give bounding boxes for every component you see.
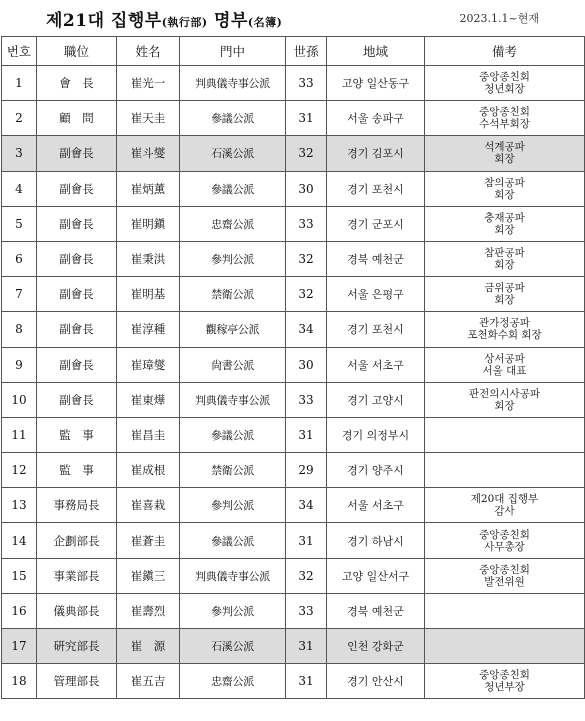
row-position: 監 事 bbox=[37, 417, 117, 452]
table-row bbox=[2, 593, 585, 628]
row-position: 副會長 bbox=[37, 277, 117, 312]
row-clan-branch: 判典儀寺事公派 bbox=[180, 558, 286, 593]
row-number: 5 bbox=[2, 206, 37, 241]
row-position: 副會長 bbox=[37, 171, 117, 206]
row-clan-branch: 禁衛公派 bbox=[180, 277, 286, 312]
remark-line: 중앙종친회 bbox=[479, 71, 530, 84]
row-name: 崔天圭 bbox=[117, 101, 180, 136]
row-region: 경기 양주시 bbox=[327, 453, 425, 488]
row-clan-branch: 判典儀寺事公派 bbox=[180, 66, 286, 101]
row-position: 儀典部長 bbox=[37, 593, 117, 628]
table-header-row bbox=[2, 37, 585, 66]
row-remarks bbox=[425, 312, 585, 347]
row-clan-branch: 忠齋公派 bbox=[180, 664, 286, 699]
row-clan-branch: 參議公派 bbox=[180, 523, 286, 558]
row-number: 7 bbox=[2, 277, 37, 312]
row-number: 10 bbox=[2, 382, 37, 417]
row-clan-branch: 石溪公派 bbox=[180, 629, 286, 664]
row-region: 서울 은평구 bbox=[327, 277, 425, 312]
row-number: 1 bbox=[2, 66, 37, 101]
row-remarks bbox=[425, 523, 585, 558]
roster-table bbox=[1, 36, 585, 699]
row-position: 副會長 bbox=[37, 241, 117, 276]
row-name: 崔明基 bbox=[117, 277, 180, 312]
row-generation: 31 bbox=[286, 629, 327, 664]
row-remarks bbox=[425, 417, 585, 452]
remark-line: 판전의시사공파 bbox=[468, 387, 540, 400]
row-name: 崔炳薰 bbox=[117, 171, 180, 206]
row-generation: 33 bbox=[286, 66, 327, 101]
row-remarks bbox=[425, 593, 585, 628]
row-name: 崔蒼圭 bbox=[117, 523, 180, 558]
row-region: 경기 포천시 bbox=[327, 312, 425, 347]
row-position: 企劃部長 bbox=[37, 523, 117, 558]
title-main: 제21대 집행부 bbox=[46, 11, 162, 31]
table-row bbox=[2, 241, 585, 276]
table-row bbox=[2, 136, 585, 171]
row-region: 경기 의정부시 bbox=[327, 417, 425, 452]
row-region: 경북 예천군 bbox=[327, 241, 425, 276]
row-position: 副會長 bbox=[37, 206, 117, 241]
table-row bbox=[2, 629, 585, 664]
table-row bbox=[2, 382, 585, 417]
remark-line: 참의공파 bbox=[484, 176, 525, 189]
row-name: 崔 源 bbox=[117, 629, 180, 664]
row-region: 경기 포천시 bbox=[327, 171, 425, 206]
row-generation: 30 bbox=[286, 347, 327, 382]
row-name: 崔秉洪 bbox=[117, 241, 180, 276]
remark-line: 중앙종친회 bbox=[479, 106, 530, 119]
table-row bbox=[2, 453, 585, 488]
row-remarks bbox=[425, 488, 585, 523]
row-number: 14 bbox=[2, 523, 37, 558]
row-region: 서울 서초구 bbox=[327, 347, 425, 382]
row-remarks bbox=[425, 277, 585, 312]
row-generation: 33 bbox=[286, 206, 327, 241]
row-clan-branch: 參判公派 bbox=[180, 593, 286, 628]
page-title bbox=[46, 6, 282, 31]
row-generation: 34 bbox=[286, 312, 327, 347]
row-number: 12 bbox=[2, 453, 37, 488]
row-region: 서울 서초구 bbox=[327, 488, 425, 523]
row-name: 崔光一 bbox=[117, 66, 180, 101]
table-row bbox=[2, 347, 585, 382]
row-generation: 30 bbox=[286, 171, 327, 206]
remark-line: 회장 bbox=[494, 188, 515, 201]
row-name: 崔五吉 bbox=[117, 664, 180, 699]
row-position: 監 事 bbox=[37, 453, 117, 488]
remark-line: 중앙종친회 bbox=[479, 669, 530, 682]
row-region: 서울 송파구 bbox=[327, 101, 425, 136]
row-number: 18 bbox=[2, 664, 37, 699]
row-remarks bbox=[425, 629, 585, 664]
table-row bbox=[2, 488, 585, 523]
remark-line: 서울 대표 bbox=[482, 364, 527, 377]
title-mid: 명부 bbox=[207, 11, 248, 31]
remark-line: 회장 bbox=[494, 399, 515, 412]
col-header-clan-branch: 門中 bbox=[180, 37, 286, 66]
remark-line: 회장 bbox=[494, 294, 515, 307]
row-generation: 32 bbox=[286, 558, 327, 593]
remark-line: 석계공파 bbox=[484, 141, 525, 154]
col-header-position: 職位 bbox=[37, 37, 117, 66]
remark-line: 발전위원 bbox=[484, 575, 525, 588]
date-range: 2023.1.1~현재 bbox=[459, 12, 539, 25]
row-generation: 29 bbox=[286, 453, 327, 488]
row-number: 8 bbox=[2, 312, 37, 347]
row-clan-branch: 參判公派 bbox=[180, 241, 286, 276]
row-name: 崔東燁 bbox=[117, 382, 180, 417]
row-clan-branch: 禁衛公派 bbox=[180, 453, 286, 488]
col-header-name: 姓名 bbox=[117, 37, 180, 66]
row-position: 事務局長 bbox=[37, 488, 117, 523]
row-position: 副會長 bbox=[37, 382, 117, 417]
row-position: 事業部長 bbox=[37, 558, 117, 593]
row-name: 崔昌圭 bbox=[117, 417, 180, 452]
row-region: 경기 고양시 bbox=[327, 382, 425, 417]
row-name: 崔鎭三 bbox=[117, 558, 180, 593]
row-remarks bbox=[425, 347, 585, 382]
row-number: 15 bbox=[2, 558, 37, 593]
remark-line: 포천화수회 회장 bbox=[467, 329, 542, 342]
row-region: 고양 일산동구 bbox=[327, 66, 425, 101]
row-remarks bbox=[425, 206, 585, 241]
row-region: 인천 강화군 bbox=[327, 629, 425, 664]
page-header bbox=[0, 0, 585, 36]
row-clan-branch: 參議公派 bbox=[180, 171, 286, 206]
row-remarks bbox=[425, 66, 585, 101]
col-header-number: 번호 bbox=[2, 37, 37, 66]
title-hanja-2: (名簿) bbox=[247, 16, 283, 29]
row-clan-branch: 觀稼亭公派 bbox=[180, 312, 286, 347]
row-remarks bbox=[425, 241, 585, 276]
row-position: 副會長 bbox=[37, 347, 117, 382]
row-name: 崔淳種 bbox=[117, 312, 180, 347]
row-remarks bbox=[425, 558, 585, 593]
col-header-generation: 世孫 bbox=[286, 37, 327, 66]
row-clan-branch: 忠齋公派 bbox=[180, 206, 286, 241]
row-number: 11 bbox=[2, 417, 37, 452]
row-remarks bbox=[425, 136, 585, 171]
row-name: 崔明鎭 bbox=[117, 206, 180, 241]
row-number: 13 bbox=[2, 488, 37, 523]
remark-line: 참판공파 bbox=[484, 247, 525, 260]
row-remarks bbox=[425, 453, 585, 488]
row-number: 4 bbox=[2, 171, 37, 206]
row-region: 경북 예천군 bbox=[327, 593, 425, 628]
row-position: 副會長 bbox=[37, 312, 117, 347]
row-name: 崔斗燮 bbox=[117, 136, 180, 171]
row-region: 경기 김포시 bbox=[327, 136, 425, 171]
row-name: 崔璋燮 bbox=[117, 347, 180, 382]
row-clan-branch: 參議公派 bbox=[180, 417, 286, 452]
remark-line: 수석부회장 bbox=[479, 118, 530, 131]
row-remarks bbox=[425, 382, 585, 417]
row-position: 硏究部長 bbox=[37, 629, 117, 664]
remark-line: 청년부장 bbox=[484, 681, 525, 694]
remark-line: 회장 bbox=[494, 259, 515, 272]
row-generation: 33 bbox=[286, 593, 327, 628]
table-row bbox=[2, 523, 585, 558]
remark-line: 관가정공파 bbox=[479, 317, 530, 330]
table-row bbox=[2, 66, 585, 101]
row-generation: 31 bbox=[286, 417, 327, 452]
remark-line: 사무총장 bbox=[484, 540, 525, 553]
row-number: 9 bbox=[2, 347, 37, 382]
table-row bbox=[2, 277, 585, 312]
row-generation: 31 bbox=[286, 523, 327, 558]
row-position: 管理部長 bbox=[37, 664, 117, 699]
row-clan-branch: 尙書公派 bbox=[180, 347, 286, 382]
remark-line: 금위공파 bbox=[484, 282, 525, 295]
row-region: 경기 하남시 bbox=[327, 523, 425, 558]
col-header-region: 地域 bbox=[327, 37, 425, 66]
row-clan-branch: 參判公派 bbox=[180, 488, 286, 523]
row-clan-branch: 參議公派 bbox=[180, 101, 286, 136]
row-remarks bbox=[425, 664, 585, 699]
row-remarks bbox=[425, 101, 585, 136]
remark-line: 충재공파 bbox=[484, 211, 525, 224]
table-row bbox=[2, 664, 585, 699]
row-generation: 32 bbox=[286, 136, 327, 171]
row-generation: 31 bbox=[286, 101, 327, 136]
row-region: 경기 안산시 bbox=[327, 664, 425, 699]
table-row bbox=[2, 206, 585, 241]
table-row bbox=[2, 312, 585, 347]
row-name: 崔壽烈 bbox=[117, 593, 180, 628]
row-number: 16 bbox=[2, 593, 37, 628]
remark-line: 감사 bbox=[494, 505, 515, 518]
row-position: 顧 問 bbox=[37, 101, 117, 136]
table-row bbox=[2, 101, 585, 136]
table-row bbox=[2, 558, 585, 593]
row-remarks bbox=[425, 171, 585, 206]
row-number: 17 bbox=[2, 629, 37, 664]
remark-line: 중앙종친회 bbox=[479, 528, 530, 541]
row-position: 會 長 bbox=[37, 66, 117, 101]
row-number: 3 bbox=[2, 136, 37, 171]
col-header-remarks: 備考 bbox=[425, 37, 585, 66]
table-row bbox=[2, 171, 585, 206]
remark-line: 상서공파 bbox=[484, 352, 525, 365]
remark-line: 중앙종친회 bbox=[479, 563, 530, 576]
title-hanja-1: (執行部) bbox=[161, 16, 208, 29]
row-region: 고양 일산서구 bbox=[327, 558, 425, 593]
remark-line: 청년회장 bbox=[484, 83, 525, 96]
row-generation: 32 bbox=[286, 241, 327, 276]
table-row bbox=[2, 417, 585, 452]
row-number: 2 bbox=[2, 101, 37, 136]
row-clan-branch: 判典儀寺事公派 bbox=[180, 382, 286, 417]
remark-line: 제20대 집행부 bbox=[470, 493, 539, 506]
remark-line: 회장 bbox=[494, 153, 515, 166]
row-name: 崔喜栽 bbox=[117, 488, 180, 523]
row-region: 경기 군포시 bbox=[327, 206, 425, 241]
row-number: 6 bbox=[2, 241, 37, 276]
row-generation: 31 bbox=[286, 664, 327, 699]
row-generation: 34 bbox=[286, 488, 327, 523]
row-position: 副會長 bbox=[37, 136, 117, 171]
row-name: 崔成根 bbox=[117, 453, 180, 488]
row-generation: 32 bbox=[286, 277, 327, 312]
remark-line: 회장 bbox=[494, 223, 515, 236]
row-generation: 33 bbox=[286, 382, 327, 417]
row-clan-branch: 石溪公派 bbox=[180, 136, 286, 171]
